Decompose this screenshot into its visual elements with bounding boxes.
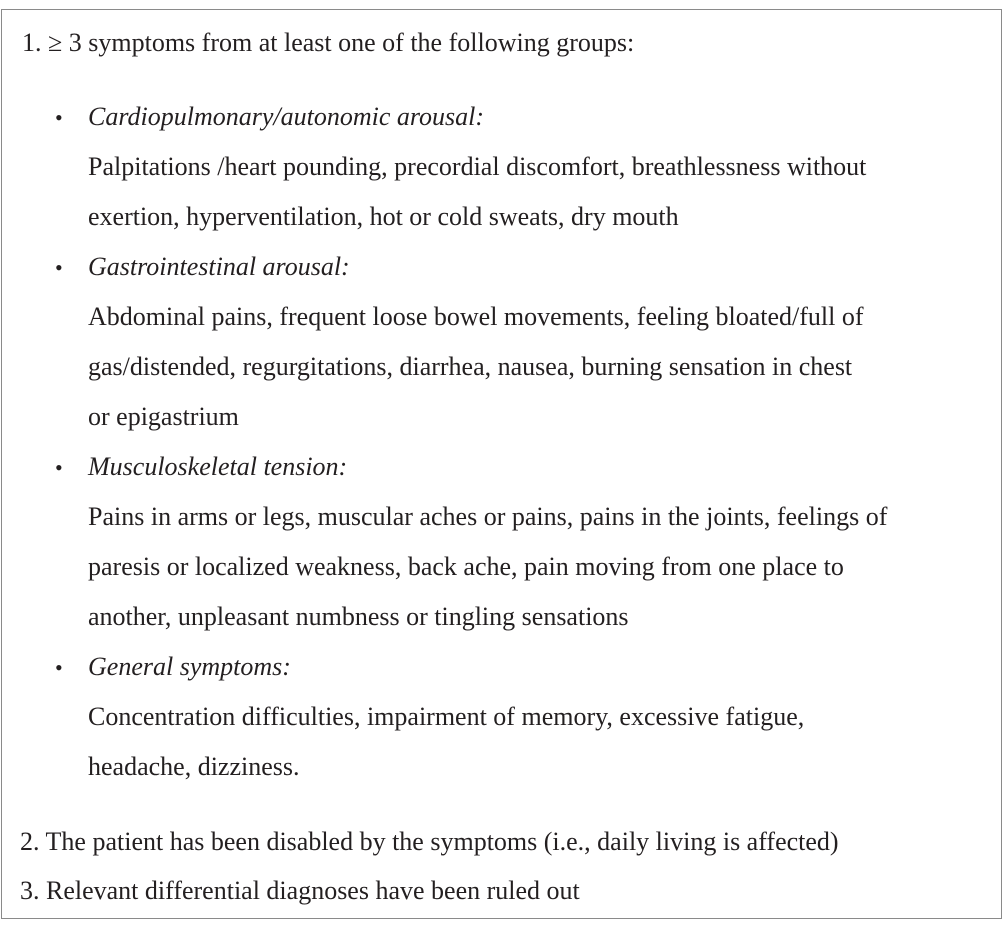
group-line: exertion, hyperventilation, hot or cold sweats, dry mouth: [88, 202, 679, 231]
criterion-1-number: 1.: [22, 28, 42, 57]
group-line: gas/distended, regurgitations, diarrhea, nausea, burning sensation in chest: [88, 352, 853, 381]
group-heading-gastrointestinal: Gastrointestinal arousal:: [88, 252, 350, 281]
criterion-1: [22, 27, 634, 59]
group-line: another, unpleasant numbness or tingling sensations: [88, 602, 629, 631]
bullet-icon: •: [55, 455, 63, 480]
group-heading-musculoskeletal: Musculoskeletal tension:: [88, 452, 348, 481]
group-line: or epigastrium: [88, 402, 239, 431]
criterion-2: [20, 826, 839, 858]
criterion-1-text: ≥ 3 symptoms from at least one of the following groups:: [48, 28, 635, 57]
criterion-3-number: 3.: [20, 876, 40, 905]
group-line: Abdominal pains, frequent loose bowel movements, feeling bloated/full of: [88, 302, 864, 331]
group-line: Concentration difficulties, impairment of memory, excessive fatigue,: [88, 702, 805, 731]
group-line: Pains in arms or legs, muscular aches or pains, pains in the joints, feelings of: [88, 502, 888, 531]
group-line: headache, dizziness.: [88, 752, 300, 781]
group-line: paresis or localized weakness, back ache, pain moving from one place to: [88, 552, 844, 581]
bullet-icon: •: [55, 255, 63, 280]
criterion-3: [20, 875, 580, 907]
criterion-3-text: Relevant differential diagnoses have been ruled out: [46, 876, 580, 905]
bullet-icon: •: [55, 655, 63, 680]
bullet-icon: •: [55, 105, 63, 130]
group-heading-general: General symptoms:: [88, 652, 291, 681]
group-line: Palpitations /heart pounding, precordial discomfort, breathlessness without: [88, 152, 867, 181]
criterion-2-text: The patient has been disabled by the symptoms (i.e., daily living is affected): [45, 827, 839, 856]
group-heading-cardiopulmonary: Cardiopulmonary/autonomic arousal:: [88, 102, 485, 131]
criterion-2-number: 2.: [20, 827, 40, 856]
